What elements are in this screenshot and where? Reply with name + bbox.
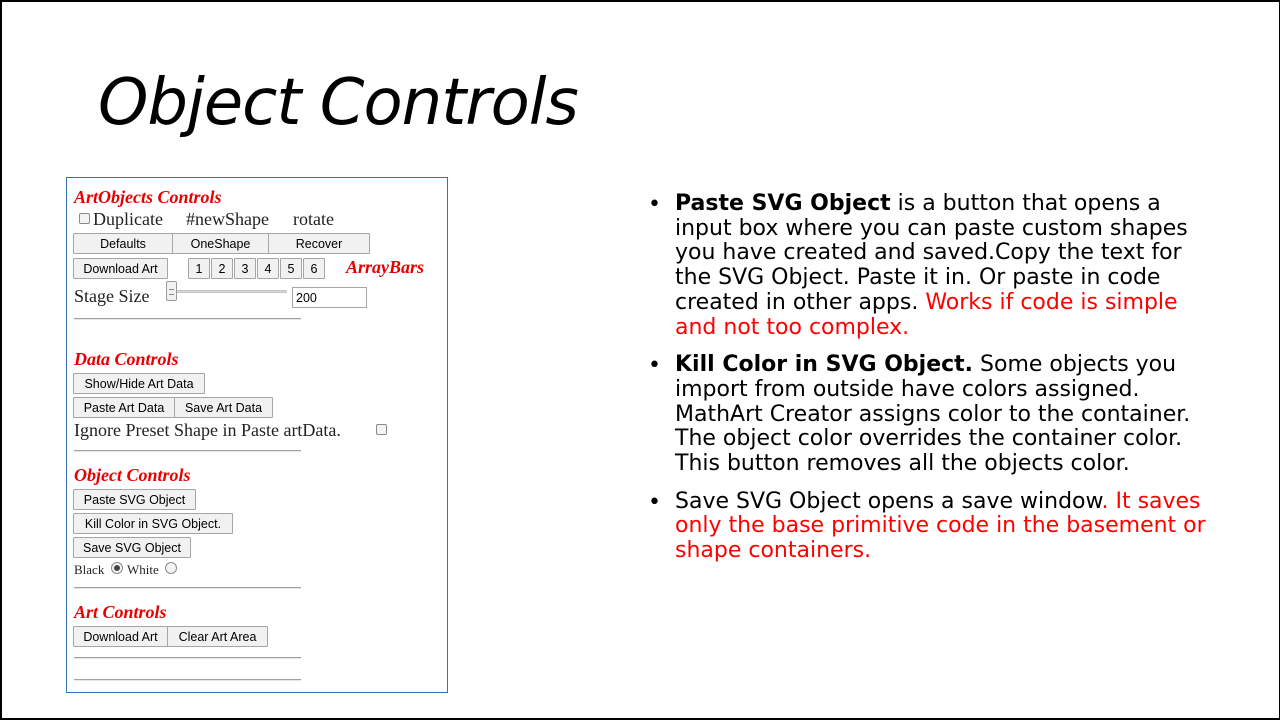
array-button-6[interactable]: 6 bbox=[303, 258, 325, 279]
ignore-preset-label: Ignore Preset Shape in Paste artData. bbox=[74, 420, 341, 440]
object-controls-heading: Object Controls bbox=[74, 465, 191, 485]
array-button-2[interactable]: 2 bbox=[211, 258, 233, 279]
defaults-button[interactable]: Defaults bbox=[73, 233, 173, 254]
divider-4 bbox=[74, 657, 301, 659]
ignore-preset-checkbox[interactable] bbox=[376, 424, 387, 435]
paste-art-data-button[interactable]: Paste Art Data bbox=[73, 397, 175, 418]
recover-button[interactable]: Recover bbox=[268, 233, 370, 254]
newshape-label: #newShape bbox=[186, 209, 269, 229]
show-hide-art-data-button[interactable]: Show/Hide Art Data bbox=[73, 373, 205, 394]
data-controls-heading: Data Controls bbox=[74, 349, 179, 369]
bullet-body-text: Save SVG Object opens a save window bbox=[675, 488, 1102, 514]
bullet-dot-icon: • bbox=[648, 353, 661, 379]
bullet-item-paste-svg bbox=[648, 192, 1208, 340]
divider-5 bbox=[74, 679, 301, 681]
white-label: White bbox=[127, 562, 159, 577]
rotate-label: rotate bbox=[293, 209, 334, 229]
divider-2 bbox=[74, 450, 301, 452]
bullet-dot-icon: • bbox=[648, 489, 661, 515]
art-controls-heading: Art Controls bbox=[74, 602, 167, 622]
array-button-3[interactable]: 3 bbox=[234, 258, 256, 279]
duplicate-label: Duplicate bbox=[93, 209, 163, 229]
download-art-button[interactable]: Download Art bbox=[73, 626, 168, 647]
bullet-red-text: . It saves only the base primitive code in the basement or shape containers. bbox=[675, 488, 1206, 564]
save-svg-object-button[interactable]: Save SVG Object bbox=[73, 537, 191, 558]
stage-size-slider-handle[interactable] bbox=[166, 281, 177, 301]
divider-3 bbox=[74, 587, 301, 589]
black-radio[interactable] bbox=[111, 562, 123, 574]
bullet-item-save-svg bbox=[648, 490, 1208, 564]
bullet-item-kill-color bbox=[648, 353, 1208, 477]
bullet-list bbox=[648, 192, 1208, 577]
bullet-body-text: Some objects you import from outside have colors assigned. MathArt Creator assigns color to the container. The object color overrides the container color. This button removes all the objects color. bbox=[675, 352, 1191, 477]
bullet-bold-text: Paste SVG Object bbox=[675, 191, 891, 216]
white-radio[interactable] bbox=[165, 562, 177, 574]
bullet-body-text: is a button that opens a input box where you can paste custom shapes you have created and saved.Copy the text for the SVG Object. Paste it in. Or paste in code created in other apps. bbox=[675, 191, 1188, 315]
download-art-button-top[interactable]: Download Art bbox=[73, 258, 168, 279]
bullet-bold-text: Kill Color in SVG Object. bbox=[675, 352, 974, 378]
bullet-dot-icon: • bbox=[648, 192, 661, 217]
array-button-1[interactable]: 1 bbox=[188, 258, 210, 279]
slide-title: Object Controls bbox=[98, 66, 578, 140]
divider-1 bbox=[74, 318, 301, 320]
stage-size-label: Stage Size bbox=[74, 286, 150, 306]
save-art-data-button[interactable]: Save Art Data bbox=[174, 397, 273, 418]
oneshape-button[interactable]: OneShape bbox=[172, 233, 269, 254]
clear-art-area-button[interactable]: Clear Art Area bbox=[167, 626, 268, 647]
artobjects-controls-heading: ArtObjects Controls bbox=[74, 187, 222, 207]
array-button-4[interactable]: 4 bbox=[257, 258, 279, 279]
duplicate-checkbox[interactable] bbox=[79, 213, 90, 224]
black-label: Black bbox=[74, 562, 105, 577]
array-button-5[interactable]: 5 bbox=[280, 258, 302, 279]
stage-size-slider-track[interactable] bbox=[171, 290, 287, 293]
bullet-red-text: Works if code is simple and not too complex. bbox=[675, 289, 1178, 340]
kill-color-button[interactable]: Kill Color in SVG Object. bbox=[73, 513, 233, 534]
paste-svg-object-button[interactable]: Paste SVG Object bbox=[73, 489, 196, 510]
stage-size-input[interactable]: 200 bbox=[292, 287, 367, 308]
controls-panel bbox=[66, 177, 448, 693]
arraybars-label: ArrayBars bbox=[346, 257, 425, 277]
